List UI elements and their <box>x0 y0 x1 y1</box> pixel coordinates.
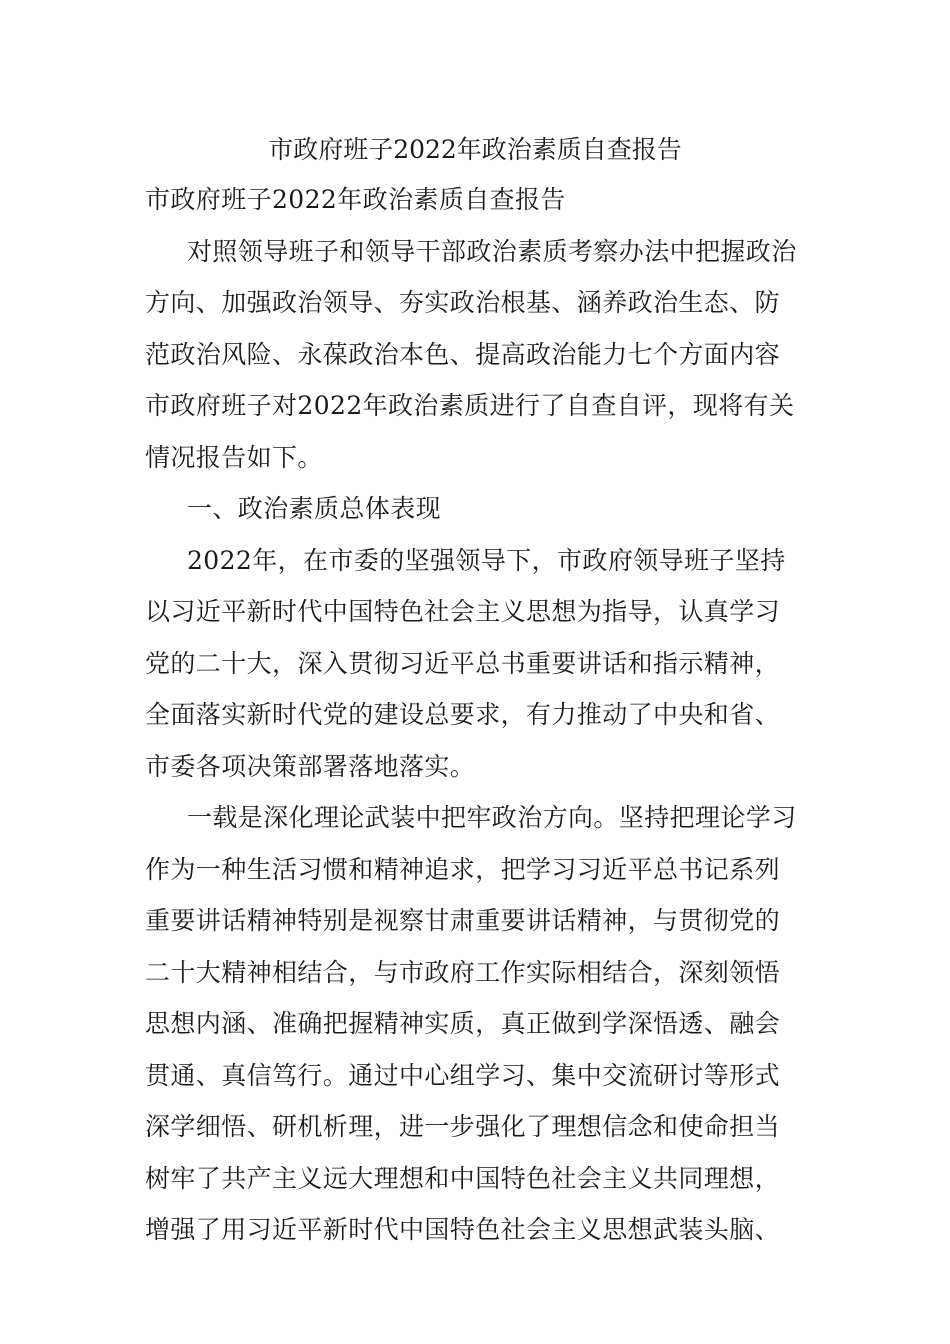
paragraph-line: 贯通、真信笃行。通过中心组学习、集中交流研讨等形式 <box>145 1060 781 1090</box>
paragraph-line: 市委各项决策部署落地落实。 <box>145 751 476 781</box>
paragraph-line: 增强了用习近平新时代中国特色社会主义思想武装头脑、 <box>145 1215 781 1244</box>
paragraph-line: 重要讲话精神特别是视察甘肃重要讲话精神，与贯彻党的 <box>145 906 781 935</box>
paragraph-line: 对照领导班子和领导干部政治素质考察办法中把握政治 <box>187 236 797 266</box>
document-title: 市政府班子2022年政治素质自查报告 <box>268 135 682 164</box>
paragraph-line: 二十大精神相结合，与市政府工作实际相结合，深刻领悟 <box>145 957 781 987</box>
paragraph-line: 一载是深化理论武装中把牢政治方向。坚持把理论学习 <box>187 803 797 832</box>
paragraph-line: 方向、加强政治领导、夯实政治根基、涵养政治生态、防 <box>145 288 781 317</box>
paragraph-line: 深学细悟、研机析理，进一步强化了理想信念和使命担当 <box>145 1112 781 1141</box>
paragraph-line: 以习近平新时代中国特色社会主义思想为指导，认真学习 <box>145 597 781 626</box>
document-body <box>145 178 815 1260</box>
paragraph-line: 作为一种生活习惯和精神追求，把学习习近平总书记系列 <box>145 854 781 884</box>
paragraph-line: 范政治风险、永葆政治本色、提高政治能力七个方面内容 <box>145 339 781 369</box>
paragraph-line: 情况报告如下。 <box>145 442 323 472</box>
section-heading: 一、政治素质总体表现 <box>187 494 442 523</box>
paragraph-line: 2022年，在市委的坚强领导下，市政府领导班子坚持 <box>187 545 786 575</box>
paragraph-line: 市政府班子对2022年政治素质进行了自查自评，现将有关 <box>145 391 795 420</box>
subtitle-line: 市政府班子2022年政治素质自查报告 <box>145 185 566 214</box>
paragraph-line: 党的二十大，深入贯彻习近平总书重要讲话和指示精神， <box>145 648 781 678</box>
paragraph-line: 思想内涵、准确把握精神实质，真正做到学深悟透、融会 <box>145 1009 781 1038</box>
paragraph-line: 全面落实新时代党的建设总要求，有力推动了中央和省、 <box>145 700 781 729</box>
paragraph-line: 树牢了共产主义远大理想和中国特色社会主义共同理想， <box>145 1163 781 1193</box>
